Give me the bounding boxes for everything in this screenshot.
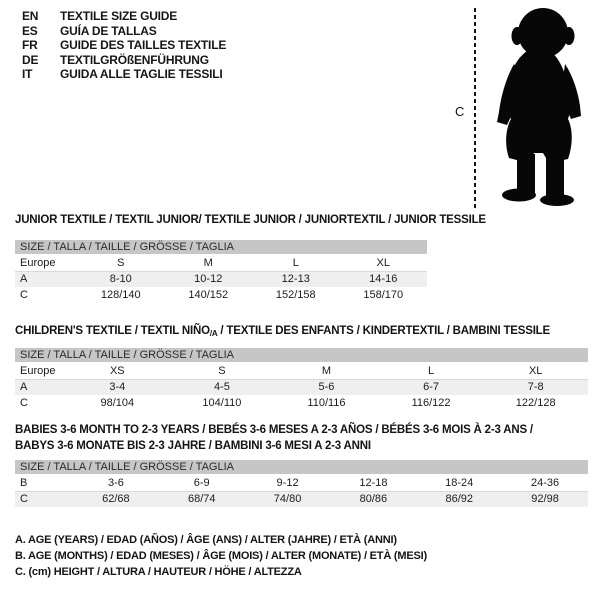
language-code: EN [22,9,39,23]
row-label: B [15,475,73,491]
language-code: IT [22,67,33,82]
language-title-list [22,9,226,82]
children-title-post: / TEXTILE DES ENFANTS / KINDERTEXTIL / BAMBINI TESSILE [217,325,550,337]
table-cell: 128/140 [100,289,141,301]
language-row-en [22,9,226,24]
table-cell: 3-6 [73,475,159,491]
size-header-label: SIZE / TALLA / TAILLE / GRÖSSE / TAGLIA [15,348,588,363]
table-cell: 152/158 [275,289,316,301]
row-label: C [20,397,28,409]
table-header-bar [15,348,588,363]
table-cell: 92/98 [502,491,588,507]
table-row [15,475,588,491]
size-col-label: M [274,363,379,379]
table-cell: 140/152 [188,289,229,301]
babies-size-table [15,460,588,507]
table-cell: 10-12 [165,271,253,287]
children-title-subscript: /A [209,329,218,338]
table-row [15,395,588,411]
junior-section-title: JUNIOR TEXTILE / TEXTIL JUNIOR/ TEXTILE JUNIOR / JUNIORTEXTIL / JUNIOR TESSILE [15,214,486,226]
table-cell: 6-9 [159,475,245,491]
table-cell: 68/74 [159,491,245,507]
size-header-label: SIZE / TALLA / TAILLE / GRÖSSE / TAGLIA [15,460,588,475]
table-cell: 4-5 [170,379,275,395]
guide-title-fr: GUIDE DES TAILLES TEXTILE [60,38,227,53]
language-code: ES [22,23,38,38]
language-row-de [22,53,226,68]
table-cell: 86/92 [416,491,502,507]
toddler-silhouette-icon [486,6,594,206]
footnote-height: C. (cm) HEIGHT / ALTURA / HAUTEUR / HÖHE / ALTEZZA [15,566,302,578]
table-row [15,491,588,507]
table-cell: 116/122 [411,397,451,409]
table-header-bar [15,240,427,255]
table-cell: 14-16 [340,271,428,287]
row-label: C [20,289,28,301]
table-cell: 110/116 [307,397,346,409]
guide-title-it: GUIDA ALLE TAGLIE TESSILI [60,67,223,82]
size-col-label: XL [483,363,588,379]
table-row [15,271,427,287]
language-row-fr [22,38,226,53]
table-cell: 7-8 [483,379,588,395]
babies-section-title [15,423,533,454]
size-col-label: XS [65,363,170,379]
size-col-label: S [170,363,275,379]
language-code: FR [22,38,38,53]
height-measure-label: C [455,104,465,119]
table-cell: 158/170 [363,289,404,301]
guide-title-de: TEXTILGRÖßENFÜHRUNG [60,52,209,67]
table-cell: 8-10 [77,271,165,287]
row-label: C [15,491,73,507]
table-cell: 6-7 [379,379,484,395]
size-col-label: L [379,363,484,379]
children-section-title [15,324,550,342]
table-row [15,255,427,271]
footnote-age-months: B. AGE (MONTHS) / EDAD (MESES) / ÂGE (MOIS) / ALTER (MONATE) / ETÀ (MESI) [15,550,427,562]
table-cell: 12-18 [330,475,416,491]
row-label: A [15,271,77,287]
table-cell: 5-6 [274,379,379,395]
size-header-label: SIZE / TALLA / TAILLE / GRÖSSE / TAGLIA [15,240,427,255]
table-cell: 62/68 [73,491,159,507]
row-label: A [15,379,65,395]
babies-title-line2: BABYS 3-6 MONATE BIS 2-3 JAHRE / BAMBINI 3-6 MESI A 2-3 ANNI [15,439,371,452]
guide-title-en: TEXTILE SIZE GUIDE [60,9,178,23]
language-row-it [22,67,226,82]
table-header-bar [15,460,588,475]
height-dashed-line [474,8,476,208]
table-cell: 3-4 [65,379,170,395]
guide-title-es: GUÍA DE TALLAS [60,23,157,38]
table-cell: 9-12 [245,475,331,491]
table-row [15,287,427,303]
footnote-age-years: A. AGE (YEARS) / EDAD (AÑOS) / ÂGE (ANS) / ALTER (JAHRE) / ETÀ (ANNI) [15,534,397,546]
region-label: Europe [15,255,77,271]
region-label: Europe [15,363,65,379]
table-cell: 80/86 [330,491,416,507]
table-cell: 18-24 [416,475,502,491]
size-col-label: XL [340,255,428,271]
table-cell: 24-36 [502,475,588,491]
babies-title-line1: BABIES 3-6 MONTH TO 2-3 YEARS / BEBÉS 3-6 MESES A 2-3 AÑOS / BÉBÉS 3-6 MOIS À 2-3 ANS / [15,424,533,436]
table-cell: 98/104 [100,397,135,409]
language-row-es [22,24,226,39]
children-size-table [15,348,588,411]
table-row [15,379,588,395]
language-code: DE [22,52,39,67]
table-row [15,363,588,379]
table-cell: 104/110 [202,397,242,409]
size-col-label: M [165,255,253,271]
table-cell: 74/80 [245,491,331,507]
size-col-label: S [77,255,165,271]
junior-size-table [15,240,427,303]
table-cell: 12-13 [252,271,340,287]
legend-footnotes [15,532,427,580]
size-col-label: L [252,255,340,271]
table-cell: 122/128 [515,397,556,409]
children-title-pre: CHILDREN'S TEXTILE / TEXTIL NIÑO [15,325,210,337]
